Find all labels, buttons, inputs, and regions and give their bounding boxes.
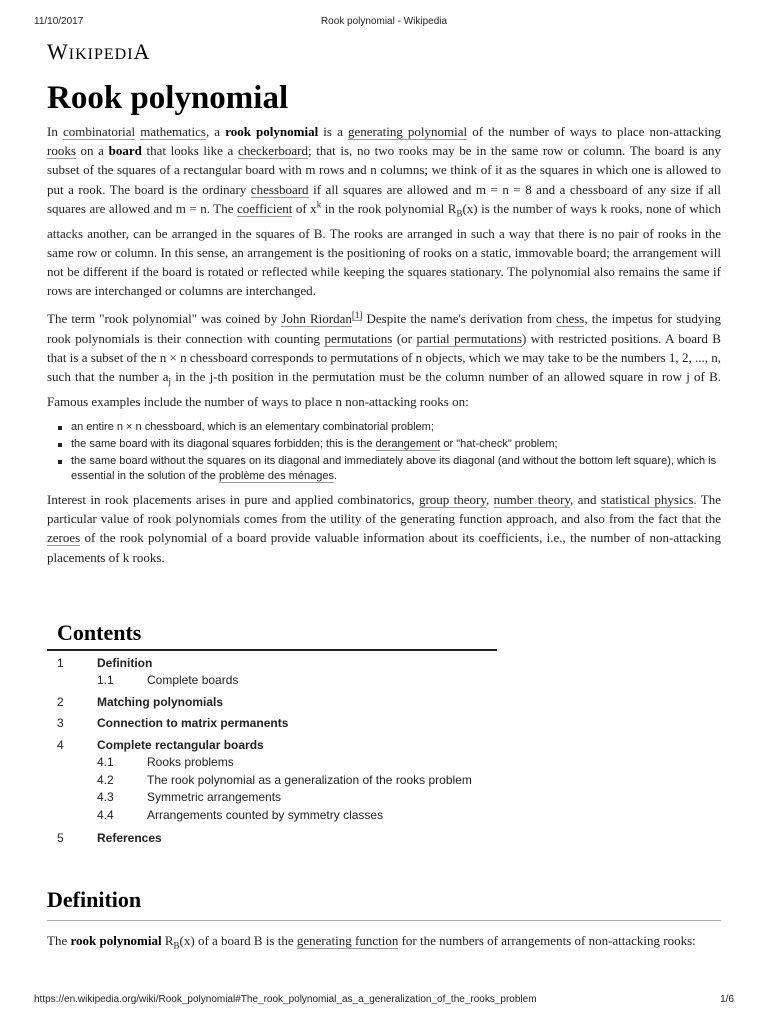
toc-item-symmetric-arrangements[interactable]: 4.3 Symmetric arrangements — [97, 790, 282, 805]
toc-divider — [47, 649, 497, 651]
print-title: Rook polynomial - Wikipedia — [320, 16, 448, 27]
link-zeroes[interactable]: zeroes — [47, 530, 81, 546]
toc-item-matching-polynomials[interactable]: 2 Matching polynomials — [57, 694, 224, 709]
toc-item-definition[interactable]: 1 Definition — [57, 655, 153, 670]
link-chess[interactable]: chess — [556, 311, 585, 327]
definition-paragraph: The rook polynomial $R_B(x)$ of a board B is the generating function for the numbers of arrangements of non-attacking rooks: — [47, 932, 696, 951]
examples-list — [47, 420, 721, 484]
toc-heading: Contents — [57, 619, 142, 645]
link-probleme-des-menages[interactable]: problème des ménages — [218, 470, 334, 483]
page-title: Rook polynomial — [47, 80, 289, 116]
wikipedia-logo[interactable]: WIKIPEDIA — [47, 39, 151, 64]
toc-item-complete-rectangular-boards[interactable]: 4 Complete rectangular boards — [57, 737, 264, 752]
section-divider — [47, 920, 721, 921]
link-john-riordan[interactable]: John Riordan — [281, 311, 352, 327]
link-coefficient[interactable]: coefficient — [237, 200, 293, 216]
link-statistical-physics[interactable]: statistical physics — [600, 492, 694, 508]
toc-item-generalization[interactable]: 4.2 The rook polynomial as a generalization of the rooks problem — [97, 772, 472, 787]
link-mathematics[interactable]: mathematics — [140, 124, 206, 139]
link-number-theory[interactable]: number theory — [493, 492, 571, 508]
list-item: the same board without the squares on its diagonal and immediately above its diagonal (and without the bottom left square), which is essential in the solution of the problème des ménages. — [71, 454, 721, 484]
link-group-theory[interactable]: group theory — [418, 492, 487, 508]
toc-item-references[interactable]: 5 References — [57, 831, 162, 846]
article — [47, 38, 721, 965]
link-partial-permutations[interactable]: partial permutations — [416, 330, 522, 346]
print-header — [34, 16, 734, 30]
toc-item-complete-boards[interactable]: 1.1 Complete boards — [97, 673, 239, 688]
link-derangement[interactable]: derangement — [375, 438, 441, 451]
toc-item-symmetry-classes[interactable]: 4.4 Arrangements counted by symmetry classes — [97, 807, 384, 822]
link-checkerboard[interactable]: checkerboard — [237, 143, 308, 159]
link-chessboard[interactable]: chessboard — [250, 181, 309, 197]
print-date: 11/10/2017 — [34, 16, 84, 27]
link-generating-function[interactable]: generating function — [296, 932, 399, 948]
link-combinatorial[interactable]: combinatorial — [62, 124, 136, 139]
page-number: 1/6 — [720, 994, 734, 1005]
section-heading-definition: Definition — [47, 886, 142, 912]
link-rooks[interactable]: rooks — [47, 143, 76, 159]
print-footer — [34, 994, 734, 1008]
intro-paragraph-3: Interest in rook placements arises in pure and applied combinatorics, group theory, number theory, and statistical physics. The particular value of rook polynomials comes from the utility of the generating function approach, and also from the fact that the zeroes of the rook polynomial of a board provide valuable information about its coefficients, i.e., the number of non-attacking placements of k rooks. — [47, 492, 721, 565]
citation-1[interactable]: [1] — [351, 310, 363, 321]
print-url: https://en.wikipedia.org/wiki/Rook_polynomial#The_rook_polynomial_as_a_generalization_of_the_rooks_problem — [34, 994, 537, 1005]
toc-item-rooks-problems[interactable]: 4.1 Rooks problems — [97, 755, 234, 770]
intro-paragraph-2: The term "rook polynomial" was coined by John Riordan[1] Despite the name's derivation from chess, the impetus for studying rook polynomials is their connection with counting permutations (or partial permutations) with restricted positions. A board B that is a subset of the n × n chessboard corresponds to permutations of n objects, which we may take to be the numbers 1, 2, ..., n, such that the number $a_j$ in the j-th position in the permutation must be the column number of an allowed square in row j of B. Famous examples include the number of ways to place n non-attacking rooks on: — [47, 310, 722, 409]
link-permutations[interactable]: permutations — [324, 330, 393, 346]
table-of-contents — [47, 619, 497, 848]
toc-item-matrix-permanents[interactable]: 3 Connection to matrix permanents — [57, 716, 289, 731]
link-generating-polynomial[interactable]: generating polynomial — [347, 124, 468, 139]
list-item: the same board with its diagonal squares forbidden; this is the derangement or "hat-check" problem; — [71, 437, 721, 452]
intro-paragraph-1: In combinatorial mathematics, a rook polynomial is a generating polynomial of the number of ways to place non-attacking rooks on a board that looks like a checkerboard; that is, no two rooks may be in the same row or column. The board is any subset of the squares of a rectangular board with m rows and n columns; we think of it as the squares in which one is allowed to put a rook. The board is the ordinary chessboard if all squares are allowed and m = n = 8 and a chessboard of any size if all squares are allowed and m = n. The coefficient of $x^k$ in the rook polynomial $R_B(x)$ is the number of ways k rooks, none of which attacks another, can be arranged in the squares of B. The rooks are arranged in such a way that there is no pair of rooks in the same row or column. In this sense, an arrangement is the positioning of rooks on a static, immovable board; the arrangement will not be different if the board is rotated or reflected while keeping the squares stationary. The polynomial also remains the same if rows are interchanged or columns are interchanged. — [47, 124, 721, 299]
list-item: an entire n × n chessboard, which is an elementary combinatorial problem; — [71, 420, 721, 435]
